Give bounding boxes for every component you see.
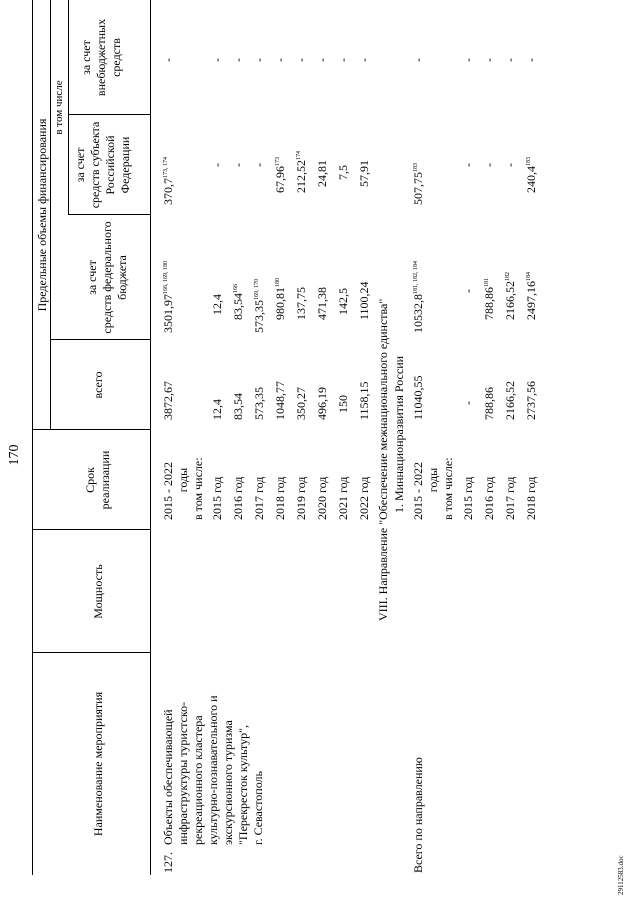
term-cell: в том числе:: [191, 457, 205, 520]
header-power: Мощность: [91, 564, 105, 619]
header-subject: средств субъекта: [88, 121, 102, 209]
extra-cell: -: [315, 58, 329, 62]
total-cell: 496,19: [315, 387, 329, 420]
item-name-line: г. Севастополь: [251, 770, 265, 845]
header-subject: за счет: [73, 147, 87, 183]
federal-cell: 1100,24: [357, 281, 371, 320]
total-cell: 1158,15: [357, 381, 371, 420]
footnote: 182: [505, 272, 511, 281]
term-cell: 2017 год: [503, 476, 517, 520]
footnote: 184: [526, 272, 532, 281]
extra-cell: -: [210, 58, 224, 62]
subject-cell: -: [461, 163, 475, 167]
footnote: 169, 170: [254, 279, 260, 300]
extra-cell: -: [482, 58, 496, 62]
item-name-line: рекреационного кластера: [191, 715, 205, 845]
subject-cell: -: [482, 163, 496, 167]
header-subline: [68, 0, 69, 215]
extra-cell: -: [524, 58, 538, 62]
footnote: 166: [233, 284, 239, 293]
footnote: 181, 182, 184: [413, 261, 419, 294]
extra-cell: -: [252, 58, 266, 62]
subject-cell: 507,75$^{183}$: [411, 163, 425, 205]
footnote: 183: [526, 157, 532, 166]
term-cell: 2015 год: [461, 476, 475, 520]
header-term: Срок: [83, 467, 97, 493]
footnote: 173: [275, 157, 281, 166]
header-name: Наименование мероприятия: [91, 691, 105, 837]
subject-cell: 57,91: [357, 160, 371, 187]
header-bottom-line: [150, 0, 151, 875]
extra-cell: -: [231, 58, 245, 62]
footnote: 180: [275, 278, 281, 287]
footnote: 173, 174: [163, 157, 169, 178]
federal-cell: 142,5: [336, 288, 350, 315]
subject-cell: 24,81: [315, 160, 329, 187]
extra-cell: -: [161, 58, 175, 62]
extra-cell: -: [294, 58, 308, 62]
term-cell: 2016 год: [231, 476, 245, 520]
item-name-line: инфраструктуры туристско-: [176, 701, 190, 845]
term-cell: 2015 год: [210, 476, 224, 520]
federal-cell: 788,86$^{181}$: [482, 278, 496, 320]
header-federal: средств федерального: [100, 221, 114, 334]
federal-cell: 12,4: [210, 294, 224, 315]
header-extra: средств: [109, 38, 123, 77]
subject-cell: 7,5: [336, 165, 350, 180]
federal-cell: 471,38: [315, 287, 329, 320]
term-cell-suffix: годы: [176, 467, 190, 493]
subject-cell: 67,96$^{173}$: [273, 157, 287, 193]
footnote: 174: [296, 151, 302, 160]
subject-cell: -: [503, 163, 517, 167]
subject-cell: -: [252, 163, 266, 167]
section-title: VIII. Направление "Обеспечение межнационального единства": [376, 298, 390, 621]
item-name-line: Объекты обеспечивающей: [161, 709, 175, 845]
extra-cell: -: [411, 58, 425, 62]
federal-cell: 980,81$^{180}$: [273, 278, 287, 320]
total-cell: 3872,67: [161, 381, 175, 420]
header-limit: Предельные объемы финансирования: [35, 118, 49, 312]
term-cell: 2022 год: [357, 476, 371, 520]
subject-cell: -: [231, 163, 245, 167]
term-cell: 2018 год: [524, 476, 538, 520]
item-name-line: экскурсионного туризма: [221, 720, 235, 845]
term-cell: 2020 год: [315, 476, 329, 520]
subject-cell: 240,4$^{183}$: [524, 157, 538, 193]
header-federal: за счет: [85, 260, 99, 295]
footnote: 181: [484, 278, 490, 287]
extra-cell: -: [357, 58, 371, 62]
subject-cell: -: [210, 163, 224, 167]
footnote: 183: [413, 163, 419, 172]
item-name-line: "Перекресток культур",: [236, 724, 250, 845]
term-cell: 2016 год: [482, 476, 496, 520]
subsection-title: 1. Миннационразвития России: [392, 355, 406, 513]
total-cell: 11040,55: [411, 375, 425, 420]
header-extra: за счет: [79, 40, 93, 75]
item-number: 127.: [161, 852, 175, 873]
term-cell: 2017 год: [252, 476, 266, 520]
header-divider: [32, 652, 150, 653]
extra-cell: -: [461, 58, 475, 62]
total-cell: 350,27: [294, 387, 308, 420]
header-term: реализации: [98, 450, 112, 510]
direction-label: Всего по направлению: [411, 757, 425, 873]
total-cell: 150: [336, 395, 350, 413]
extra-cell: -: [273, 58, 287, 62]
total-cell: -: [461, 401, 475, 405]
header-subline: [50, 0, 51, 430]
header-top-line: [32, 0, 33, 875]
header-federal: бюджета: [115, 255, 129, 300]
subject-cell: 212,52$^{174}$: [294, 151, 308, 193]
term-cell: 2015 - 2022: [411, 462, 425, 520]
total-cell: 12,4: [210, 399, 224, 420]
subject-cell: 370,7$^{173, 174}$: [161, 157, 175, 205]
total-cell: 1048,77: [273, 381, 287, 420]
file-reference: 29112583.doc: [617, 855, 625, 895]
federal-cell: 10532,8$^{181, 182, 184}$: [411, 261, 425, 333]
page-number: 170: [7, 444, 22, 466]
item-name-line: культурно-познавательного и: [206, 695, 220, 845]
federal-cell: 3501,97$^{166, 169, 180}$: [161, 261, 175, 333]
header-extra: внебюджетных: [94, 18, 108, 97]
header-total: всего: [91, 371, 105, 399]
total-cell: 83,54: [231, 393, 245, 420]
term-cell: в том числе:: [441, 457, 455, 520]
federal-cell: 573,35$^{169, 170}$: [252, 279, 266, 333]
footnote: 166, 169, 180: [163, 261, 169, 294]
federal-cell: -: [461, 289, 475, 293]
total-cell: 2166,52: [503, 381, 517, 420]
header-including: в том числе: [53, 80, 65, 135]
extra-cell: -: [503, 58, 517, 62]
header-subject: Российской: [103, 135, 117, 195]
extra-cell: -: [336, 58, 350, 62]
federal-cell: 83,54$^{166}$: [231, 284, 245, 320]
total-cell: 2737,56: [524, 381, 538, 420]
federal-cell: 137,75: [294, 287, 308, 320]
term-cell: 2018 год: [273, 476, 287, 520]
term-cell: 2015 - 2022: [161, 462, 175, 520]
total-cell: 573,35: [252, 387, 266, 420]
term-cell: 2019 год: [294, 476, 308, 520]
term-cell: 2021 год: [336, 476, 350, 520]
federal-cell: 2497,16$^{184}$: [524, 272, 538, 320]
header-subject: Федерации: [118, 136, 132, 194]
term-cell-suffix: годы: [426, 467, 440, 493]
total-cell: 788,86: [482, 387, 496, 420]
federal-cell: 2166,52$^{182}$: [503, 272, 517, 320]
